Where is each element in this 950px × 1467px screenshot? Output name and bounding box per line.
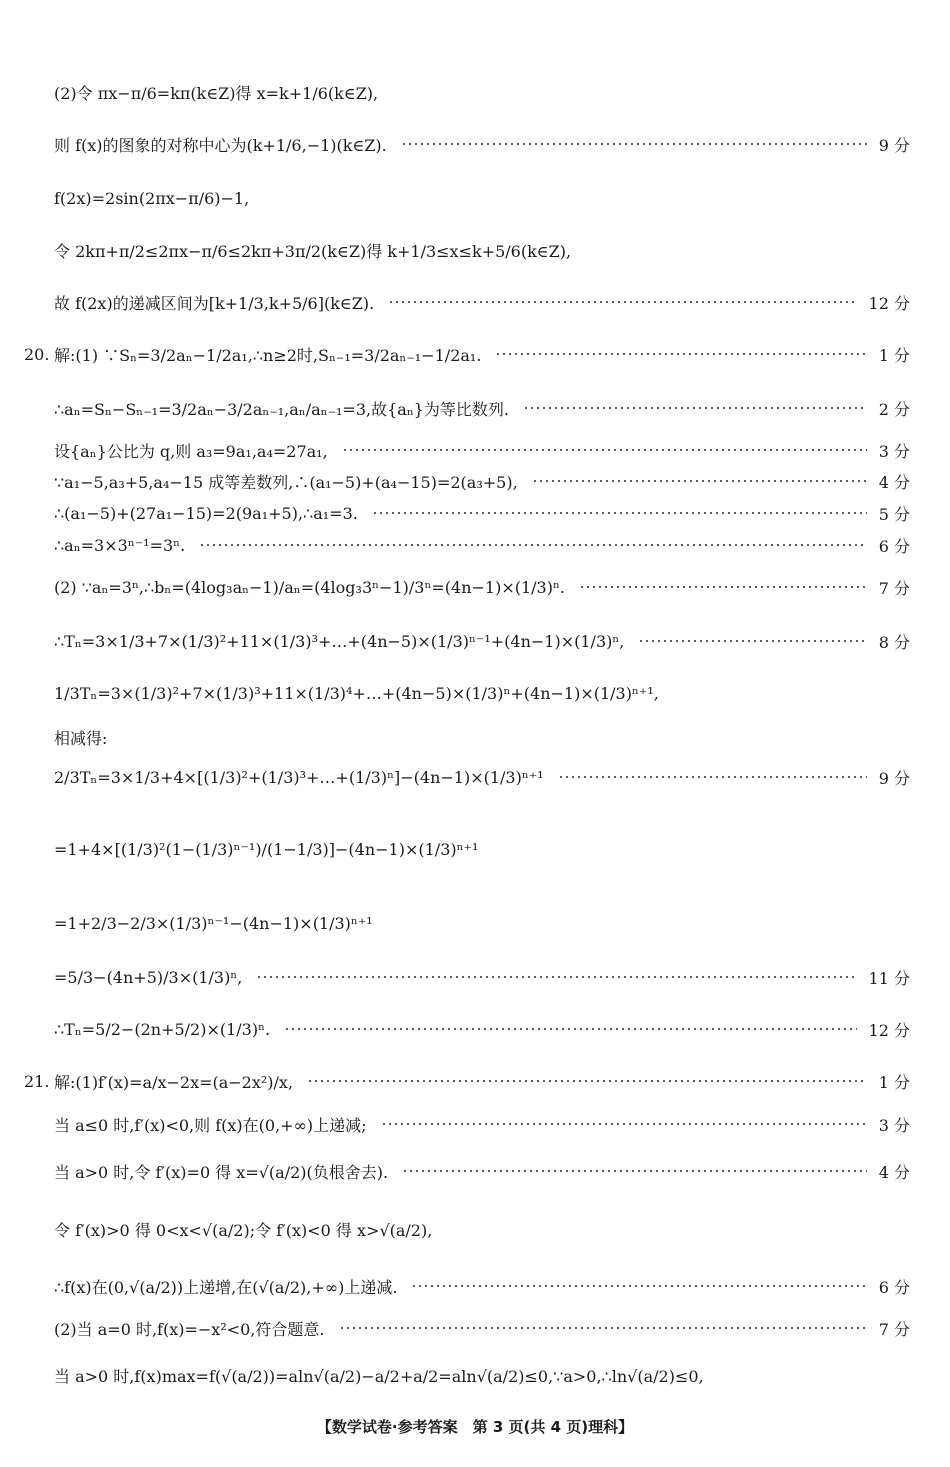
solution-line xyxy=(0,834,950,864)
solution-line xyxy=(0,678,950,708)
solution-line xyxy=(0,962,950,992)
score-label: 6 分 xyxy=(878,536,910,556)
solution-line xyxy=(0,1109,950,1139)
score-label: 3 分 xyxy=(878,1115,910,1135)
score-label: 7 分 xyxy=(878,578,910,598)
problem-number: 21. xyxy=(24,1071,50,1091)
solution-line xyxy=(0,908,950,938)
score-label: 3 分 xyxy=(878,441,910,461)
leader-dots xyxy=(372,512,867,514)
score-label: 5 分 xyxy=(878,504,910,524)
line-text: ∴Tₙ=5/2−(2n+5/2)×(1/3)ⁿ. xyxy=(54,1019,271,1039)
leader-dots xyxy=(199,544,867,546)
solution-line xyxy=(0,235,950,265)
score-label: 1 分 xyxy=(878,1072,910,1092)
solution-line xyxy=(0,1156,950,1186)
leader-dots xyxy=(558,776,867,778)
leader-dots xyxy=(256,976,856,978)
leader-dots xyxy=(411,1285,866,1287)
line-text: =1+2/3−2/3×(1/3)ⁿ⁻¹−(4n−1)×(1/3)ⁿ⁺¹ xyxy=(54,913,373,933)
leader-dots xyxy=(638,640,866,642)
solution-line xyxy=(0,339,950,369)
solution-line xyxy=(0,435,950,465)
leader-dots xyxy=(579,586,867,588)
solution-line xyxy=(0,530,950,560)
line-text: ∴(a₁−5)+(27a₁−15)=2(9a₁+5),∴a₁=3. xyxy=(54,503,358,523)
problem-number: 20. xyxy=(24,344,50,364)
leader-dots xyxy=(388,301,856,303)
solution-line xyxy=(0,183,950,213)
line-text: f(2x)=2sin(2πx−π/6)−1, xyxy=(54,188,250,208)
leader-dots xyxy=(495,353,866,355)
line-text: 当 a≤0 时,f′(x)<0,则 f(x)在(0,+∞)上递减; xyxy=(54,1115,367,1135)
line-text: ∴Tₙ=3×1/3+7×(1/3)²+11×(1/3)³+…+(4n−5)×(1/3)ⁿ⁻¹+(4n−1)×(1/3)ⁿ, xyxy=(54,631,625,651)
solution-line xyxy=(0,1313,950,1343)
solution-line xyxy=(0,626,950,656)
solution-line xyxy=(0,1271,950,1301)
line-text: ∴aₙ=Sₙ−Sₙ₋₁=3/2aₙ−3/2aₙ₋₁,aₙ/aₙ₋₁=3,故{aₙ}为等比数列. xyxy=(54,399,510,419)
line-text: 设{aₙ}公比为 q,则 a₃=9a₁,a₄=27a₁, xyxy=(54,441,328,461)
score-label: 11 分 xyxy=(868,968,910,988)
line-text: 则 f(x)的图象的对称中心为(k+1/6,−1)(k∈Z). xyxy=(54,135,387,155)
solution-line xyxy=(0,572,950,602)
solution-line xyxy=(0,1066,950,1096)
score-label: 12 分 xyxy=(868,1020,910,1040)
score-label: 1 分 xyxy=(878,345,910,365)
score-label: 4 分 xyxy=(878,1162,910,1182)
line-text: (2) ∵aₙ=3ⁿ,∴bₙ=(4log₃aₙ−1)/aₙ=(4log₃3ⁿ−1)/3ⁿ=(4n−1)×(1/3)ⁿ. xyxy=(54,577,565,597)
score-label: 9 分 xyxy=(878,768,910,788)
leader-dots xyxy=(402,1170,867,1172)
line-text: (2)当 a=0 时,f(x)=−x²<0,符合题意. xyxy=(54,1319,325,1339)
line-text: =5/3−(4n+5)/3×(1/3)ⁿ, xyxy=(54,967,243,987)
leader-dots xyxy=(339,1327,867,1329)
score-label: 4 分 xyxy=(878,472,910,492)
line-text: 解:(1) ∵Sₙ=3/2aₙ−1/2a₁,∴n≥2时,Sₙ₋₁=3/2aₙ₋₁−1/2a₁. xyxy=(54,345,482,365)
leader-dots xyxy=(381,1123,867,1125)
line-text: 当 a>0 时,令 f′(x)=0 得 x=√(a/2)(负根舍去). xyxy=(54,1162,389,1182)
score-label: 9 分 xyxy=(878,135,910,155)
solution-line xyxy=(0,1360,950,1390)
line-text: ∴aₙ=3×3ⁿ⁻¹=3ⁿ. xyxy=(54,535,186,555)
page-footer: 【数学试卷·参考答案 第 3 页(共 4 页)理科】 xyxy=(316,1417,634,1436)
leader-dots xyxy=(532,480,867,482)
line-text: 令 f′(x)>0 得 0<x<√(a/2);令 f′(x)<0 得 x>√(a/2), xyxy=(54,1220,433,1240)
line-text: 1/3Tₙ=3×(1/3)²+7×(1/3)³+11×(1/3)⁴+…+(4n−5)×(1/3)ⁿ+(4n−1)×(1/3)ⁿ⁺¹, xyxy=(54,683,659,703)
score-label: 6 分 xyxy=(878,1277,910,1297)
score-label: 8 分 xyxy=(878,632,910,652)
line-text: (2)令 πx−π/6=kπ(k∈Z)得 x=k+1/6(k∈Z), xyxy=(54,83,379,103)
solution-line xyxy=(0,722,950,752)
solution-line xyxy=(0,129,950,159)
leader-dots xyxy=(523,407,867,409)
line-text: 2/3Tₙ=3×1/3+4×[(1/3)²+(1/3)³+…+(1/3)ⁿ]−(4n−1)×(1/3)ⁿ⁺¹ xyxy=(54,767,544,787)
score-label: 7 分 xyxy=(878,1319,910,1339)
solution-line xyxy=(0,498,950,528)
line-text: 解:(1)f′(x)=a/x−2x=(a−2x²)/x, xyxy=(54,1072,294,1092)
leader-dots xyxy=(284,1028,856,1030)
leader-dots xyxy=(401,143,867,145)
solution-line xyxy=(0,77,950,107)
leader-dots xyxy=(307,1080,867,1082)
line-text: ∴f(x)在(0,√(a/2))上递增,在(√(a/2),+∞)上递减. xyxy=(54,1277,398,1297)
solution-line xyxy=(0,1014,950,1044)
line-text: 当 a>0 时,f(x)max=f(√(a/2))=aln√(a/2)−a/2+a/2=aln√(a/2)≤0,∵a>0,∴ln√(a/2)≤0, xyxy=(54,1366,704,1386)
line-text: 令 2kπ+π/2≤2πx−π/6≤2kπ+3π/2(k∈Z)得 k+1/3≤x≤k+5/6(k∈Z), xyxy=(54,241,572,261)
score-label: 12 分 xyxy=(868,293,910,313)
solution-line xyxy=(0,762,950,792)
solution-line xyxy=(0,287,950,317)
line-text: =1+4×[(1/3)²(1−(1/3)ⁿ⁻¹)/(1−1/3)]−(4n−1)×(1/3)ⁿ⁺¹ xyxy=(54,839,479,859)
line-text: 相减得: xyxy=(54,728,108,748)
solution-line xyxy=(0,393,950,423)
line-text: 故 f(2x)的递减区间为[k+1/3,k+5/6](k∈Z). xyxy=(54,293,375,313)
line-text: ∵a₁−5,a₃+5,a₄−15 成等差数列,∴(a₁−5)+(a₄−15)=2(a₃+5), xyxy=(54,472,518,492)
score-label: 2 分 xyxy=(878,399,910,419)
solution-line xyxy=(0,1214,950,1244)
leader-dots xyxy=(342,449,867,451)
solution-line xyxy=(0,466,950,496)
